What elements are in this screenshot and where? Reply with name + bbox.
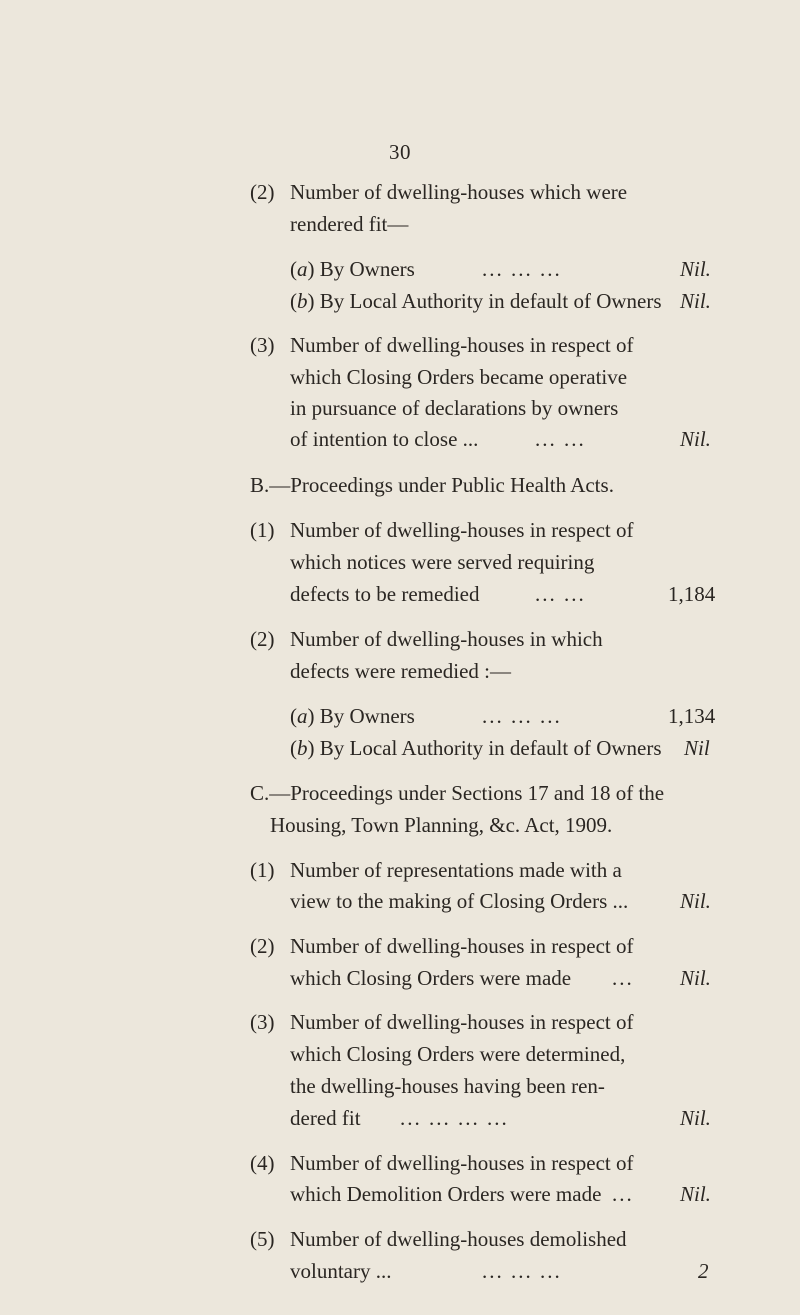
sub-item-label: By Owners xyxy=(319,704,415,728)
sub-item-label: By Local Authority in default of Owners xyxy=(319,736,662,760)
item-text-line: Number of dwelling-houses in respect of xyxy=(290,518,634,542)
item-text-line: which Closing Orders were made xyxy=(290,966,572,990)
page-number: 30 xyxy=(389,140,411,164)
item-text-line: voluntary ... xyxy=(290,1259,392,1283)
sub-letter: a xyxy=(297,704,308,728)
leader-dots: ... ... ... xyxy=(482,704,562,728)
leader-dots: ... xyxy=(612,966,634,990)
item-number: (2) xyxy=(250,180,275,204)
item-number: (3) xyxy=(250,333,275,357)
item-text-line: Number of dwelling-houses in respect of xyxy=(290,1151,634,1175)
item-text-line: which Demolition Orders were made xyxy=(290,1182,602,1206)
leader-dots: ... ... xyxy=(535,427,586,451)
item-text-line: defects were remedied :— xyxy=(290,659,511,683)
item-number: (1) xyxy=(250,518,275,542)
item-text-line: which Closing Orders became operative xyxy=(290,365,628,389)
item-text-line: Number of dwelling-houses in respect of xyxy=(290,1010,634,1034)
item-text-line: dered fit xyxy=(290,1106,361,1130)
section-b-heading: B.—Proceedings under Public Health Acts. xyxy=(250,473,614,497)
item-text-line: Number of dwelling-houses in which xyxy=(290,627,603,651)
sub-letter: b xyxy=(297,289,308,313)
item-text-line: in pursuance of declarations by owners xyxy=(290,396,619,420)
item-text-line: Number of dwelling-houses in respect of xyxy=(290,333,634,357)
item-text-line: the dwelling-houses having been ren- xyxy=(290,1074,605,1098)
item-number: (2) xyxy=(250,934,275,958)
value-cell: Nil. xyxy=(680,289,711,313)
sub-item-b: (b) By Local Authority in default of Owners xyxy=(290,736,662,760)
item-text-line: rendered fit— xyxy=(290,212,409,236)
item-text-line: Number of dwelling-houses demolished xyxy=(290,1227,627,1251)
item-text-line: which Closing Orders were determined, xyxy=(290,1042,626,1066)
sub-item-label: By Local Authority in default of Owners xyxy=(319,289,662,313)
sub-item-a: (a) By Owners xyxy=(290,704,415,728)
item-text-line: Number of dwelling-houses which were xyxy=(290,180,628,204)
section-c-heading: Housing, Town Planning, &c. Act, 1909. xyxy=(270,813,613,837)
leader-dots: ... ... xyxy=(535,582,586,606)
item-number: (4) xyxy=(250,1151,275,1175)
item-number: (2) xyxy=(250,627,275,651)
item-text-line: which notices were served requiring xyxy=(290,550,595,574)
value-cell: Nil. xyxy=(680,257,711,281)
value-cell: Nil xyxy=(684,736,710,760)
value-cell: 1,134 xyxy=(668,704,716,728)
value-cell: Nil. xyxy=(680,1106,711,1130)
value-cell: Nil. xyxy=(680,966,711,990)
leader-dots: ... xyxy=(612,1182,634,1206)
item-number: (5) xyxy=(250,1227,275,1251)
value-cell: Nil. xyxy=(680,889,711,913)
leader-dots: ... ... ... xyxy=(482,1259,562,1283)
item-text-line: Number of dwelling-houses in respect of xyxy=(290,934,634,958)
item-number: (3) xyxy=(250,1010,275,1034)
sub-item-label: By Owners xyxy=(319,257,415,281)
sub-letter: a xyxy=(297,257,308,281)
value-cell: Nil. xyxy=(680,1182,711,1206)
value-cell: 1,184 xyxy=(668,582,716,606)
value-cell: 2 xyxy=(698,1259,709,1283)
item-number: (1) xyxy=(250,858,275,882)
leader-dots: ... ... ... xyxy=(482,257,562,281)
section-c-heading: C.—Proceedings under Sections 17 and 18 of the xyxy=(250,781,665,805)
value-cell: Nil. xyxy=(680,427,711,451)
item-text-line: Number of representations made with a xyxy=(290,858,622,882)
item-text-line: of intention to close ... xyxy=(290,427,479,451)
item-text-line: defects to be remedied xyxy=(290,582,480,606)
sub-letter: b xyxy=(297,736,308,760)
leader-dots: ... ... ... ... xyxy=(400,1106,509,1130)
sub-item-a: (a) By Owners xyxy=(290,257,415,281)
item-text-line: view to the making of Closing Orders ... xyxy=(290,889,629,913)
sub-item-b: (b) By Local Authority in default of Owners xyxy=(290,289,662,313)
